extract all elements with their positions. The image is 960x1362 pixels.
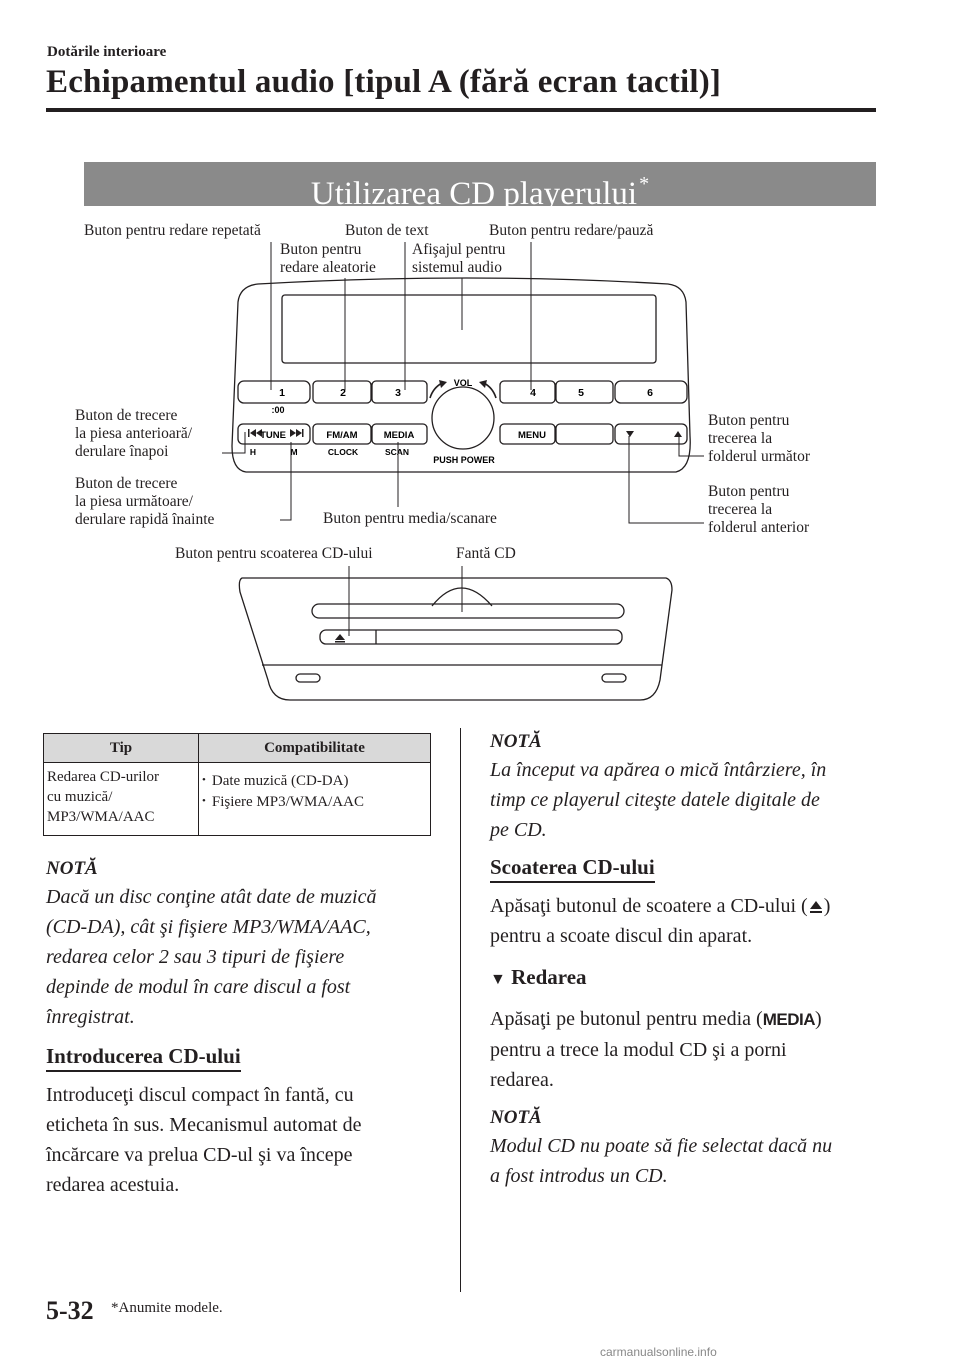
display-window	[282, 295, 656, 363]
play-line1-a: Apăsaţi pe butonul pentru media (	[490, 1008, 763, 1030]
callout-next-track-line2: la piesa următoare/	[75, 493, 193, 510]
callout-prev-track-line1: Buton de trecere	[75, 407, 178, 424]
preset-4-button	[500, 381, 555, 403]
vol-arrow-right-icon	[479, 380, 487, 388]
key-menu: MENU	[518, 430, 546, 441]
play-line2: pentru a trece la modul CD şi a porni	[490, 1039, 787, 1061]
key-m: M	[290, 447, 298, 457]
callout-next-track-line3: derulare rapidă înainte	[75, 511, 215, 528]
eject-button-bar	[320, 630, 622, 644]
callout-prev-folder-line2: trecerea la	[708, 501, 773, 518]
key-3: 3	[395, 387, 401, 399]
insert-line: eticheta în sus. Mecanismul automat de	[46, 1114, 362, 1136]
leader-lines	[222, 242, 704, 636]
key-4: 4	[530, 387, 536, 399]
callout-next-folder-line3: folderul următor	[708, 448, 811, 465]
media-button-glyph: MEDIA	[762, 1010, 815, 1029]
page-number: 5-32	[46, 1296, 94, 1325]
callout-random-line2: redare aleatorie	[280, 259, 376, 276]
eject-line1	[490, 891, 890, 921]
footnote: *Anumite modele.	[111, 1300, 223, 1316]
callout-next-folder-line1: Buton pentru	[708, 412, 790, 429]
key-clock00: :00	[271, 405, 285, 415]
table-type-line3: MP3/WMA/AAC	[47, 809, 155, 825]
callout-prev-folder-line3: folderul anterior	[708, 519, 810, 536]
left-note-line: redarea celor 2 sau 3 tipuri de fişiere	[46, 946, 345, 968]
insert-heading: Introducerea CD-ului	[46, 1044, 241, 1072]
key-h: H	[249, 447, 257, 457]
table-cell-compat	[199, 763, 431, 836]
eject-line2: pentru a scoate discul din aparat.	[490, 925, 753, 947]
vol-arc-right	[484, 383, 496, 398]
watermark: carmanualsonline.info	[600, 1345, 717, 1359]
table-header-compat: Compatibilitate	[199, 734, 431, 763]
key-tune: TUNE	[260, 430, 286, 441]
left-note-line: înregistrat.	[46, 1006, 135, 1028]
callout-slot: Fantă CD	[456, 545, 516, 562]
key-2: 2	[340, 387, 346, 399]
callout-prev-track-line2: la piesa anterioară/	[75, 425, 193, 442]
right-column	[490, 731, 890, 1191]
callout-display-line1: Afişajul pentru	[412, 241, 506, 258]
callout-next-track-line1: Buton de trecere	[75, 475, 178, 492]
key-fmam: FM/AM	[326, 430, 358, 441]
chapter-title: Echipamentul audio [tipul A (fără ecran tactil)]	[46, 64, 722, 100]
vol-arc-left	[430, 383, 442, 398]
leader-prev-folder	[629, 436, 704, 523]
left-note-text	[46, 882, 446, 1032]
callout-random-line1: Buton pentru	[280, 241, 362, 258]
left-note-line: (CD-DA), cât şi fişiere MP3/WMA/AAC,	[46, 916, 371, 938]
left-note-line: Dacă un disc conţine atât date de muzică	[46, 886, 377, 908]
callout-eject: Buton pentru scoaterea CD-ului	[175, 545, 373, 562]
faceplate-outline	[232, 278, 690, 472]
preset-5-button	[556, 381, 613, 403]
callout-text: Buton de text	[345, 222, 429, 239]
key-push-power: PUSH POWER	[433, 455, 495, 465]
play-line3: redarea.	[490, 1069, 554, 1091]
right-note2-line: a fost introdus un CD.	[490, 1165, 668, 1187]
compat-item-cdda: • Date muzică (CD-DA)	[202, 771, 427, 792]
left-column	[46, 858, 446, 1200]
eject-icon-bar	[335, 641, 345, 643]
callout-prev-track-line3: derulare înapoi	[75, 443, 169, 460]
folder-up-icon	[674, 431, 682, 437]
play-line1	[490, 1004, 890, 1035]
column-divider	[460, 728, 461, 1292]
callout-play-pause: Buton pentru redare/pauză	[489, 222, 654, 239]
folder-down-icon	[626, 431, 634, 437]
next-track-icon	[290, 429, 304, 437]
key-vol: VOL	[453, 378, 473, 388]
key-1: 1	[279, 387, 285, 399]
compatibility-table	[43, 733, 431, 836]
insert-text	[46, 1080, 446, 1200]
left-note-title: NOTĂ	[46, 858, 98, 879]
folder-down-button	[556, 424, 613, 444]
play-heading: Redarea	[511, 965, 587, 989]
key-6: 6	[647, 387, 653, 399]
right-note1-line: timp ce playerul citeşte datele digitale de	[490, 789, 820, 811]
table-header-row	[44, 734, 431, 763]
key-media: MEDIA	[383, 430, 415, 441]
play-line1-b: )	[815, 1008, 822, 1030]
banner-title: Utilizarea CD playerului	[310, 176, 638, 212]
play-heading-row	[490, 965, 890, 990]
volume-knob	[432, 387, 494, 449]
insert-line: redarea acestuia.	[46, 1174, 180, 1196]
right-note1-title: NOTĂ	[490, 731, 542, 752]
eject-icon	[335, 634, 345, 640]
left-indicator	[296, 674, 320, 682]
section-label: Dotările interioare	[47, 44, 167, 60]
table-row	[44, 763, 431, 836]
callout-media-scan: Buton pentru media/scanare	[323, 510, 497, 527]
compat-list	[202, 771, 427, 813]
compat-item-mp3: • Fişiere MP3/WMA/AAC	[202, 792, 427, 813]
left-note-line: depinde de modul în care discul a fost	[46, 976, 351, 998]
eject-line1-a: Apăsaţi butonul de scoatere a CD-ului (	[490, 895, 808, 917]
key-clock: CLOCK	[327, 447, 359, 457]
play-marker-icon: ▼	[490, 971, 506, 988]
callout-repeat: Buton pentru redare repetată	[84, 222, 261, 239]
table-cell-type	[44, 763, 199, 836]
eject-icon	[808, 899, 824, 915]
key-5: 5	[578, 387, 584, 399]
insert-line: Introduceţi discul compact în fantă, cu	[46, 1084, 354, 1106]
leader-next-track	[280, 442, 291, 520]
right-note1-line: pe CD.	[490, 819, 547, 841]
leader-prev-track	[222, 432, 245, 453]
right-note1-line: La început va apărea o mică întârziere, în	[490, 759, 827, 781]
eject-line1-b: )	[823, 895, 831, 917]
callout-next-folder-line2: trecerea la	[708, 430, 773, 447]
table-type-line2: cu muzică/	[47, 789, 113, 805]
right-note2-line: Modul CD nu poate să fie selectat dacă nu	[490, 1135, 833, 1157]
preset-1-button	[238, 381, 310, 403]
callout-prev-folder-line1: Buton pentru	[708, 483, 790, 500]
cd-slot	[312, 604, 624, 618]
eject-heading: Scoaterea CD-ului	[490, 855, 655, 883]
banner-asterisk: *	[639, 173, 650, 195]
table-header-type: Tip	[44, 734, 199, 763]
table-type-line1: Redarea CD-urilor	[47, 769, 160, 785]
right-note2-text	[490, 1131, 890, 1191]
play-text	[490, 1004, 890, 1095]
insert-line: încărcare va prelua CD-ul şi va începe	[46, 1144, 353, 1166]
right-indicator	[602, 674, 626, 682]
leader-next-folder	[679, 436, 704, 456]
eject-text	[490, 891, 890, 951]
callout-display-line2: sistemul audio	[412, 259, 502, 276]
right-note2-title: NOTĂ	[490, 1107, 542, 1128]
key-scan: SCAN	[384, 447, 410, 457]
right-note1-text	[490, 755, 890, 845]
vol-arrow-left-icon	[439, 380, 447, 388]
